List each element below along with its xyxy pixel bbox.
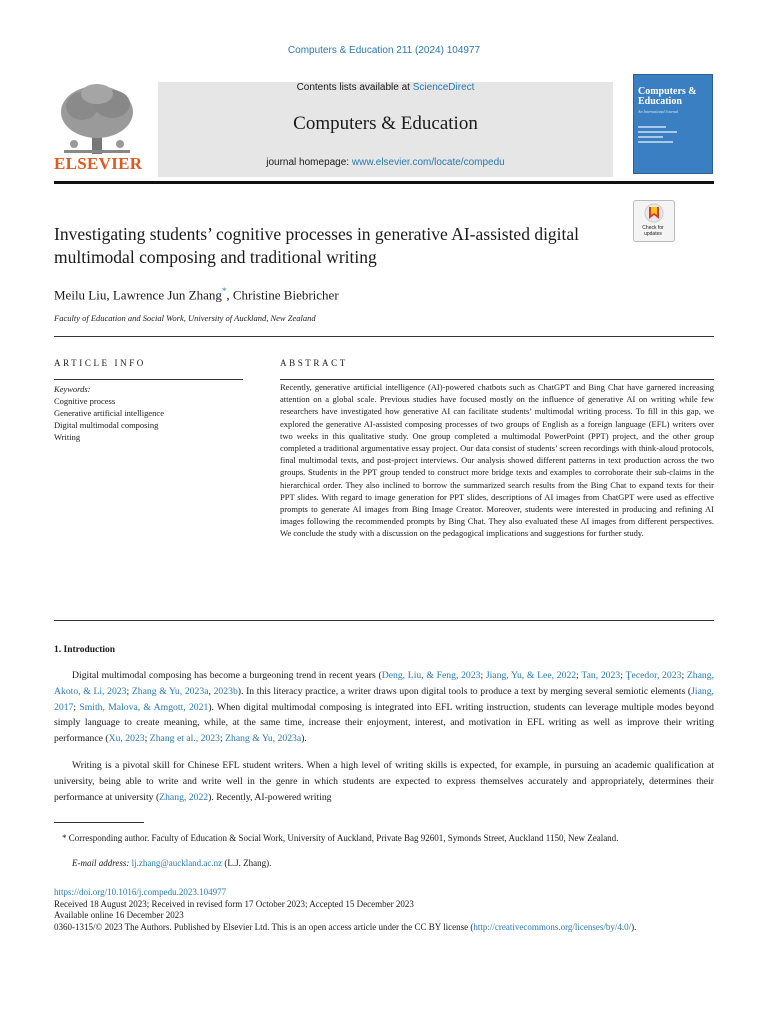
body-text: ). When digital multimodal composing is integrated into EFL writing instruction, students can leverage multiple modes beyond simply language to create meaning, while, at the same time, increase their enjoyment, interest, and motivation in EFL writing as well as improve their writing performance ( — [54, 701, 714, 745]
body-text: , — [208, 685, 214, 697]
check-for-updates-label: Check for updates — [642, 225, 664, 237]
keyword-item: Digital multimodal composing — [54, 420, 159, 430]
elsevier-wordmark: ELSEVIER — [54, 154, 143, 173]
journal-cover-thumbnail[interactable] — [633, 74, 713, 174]
license-link[interactable]: http://creativecommons.org/licenses/by/4.0/ — [473, 921, 632, 932]
received-dates: Received 18 August 2023; Received in revised form 17 October 2023; Accepted 15 December 2023 — [54, 898, 414, 909]
footnote-rule — [54, 822, 144, 823]
article-title: Investigating students’ cognitive processes in generative AI-assisted digital multimodal composing and traditional writing — [54, 224, 580, 267]
body-text: Digital multimodal composing has become a burgeoning trend in recent years ( — [72, 670, 382, 681]
body-text: ). Recently, AI-powered writing — [208, 791, 332, 803]
author-names-1: Meilu Liu, Lawrence Jun Zhang — [54, 287, 222, 303]
homepage-line — [158, 157, 613, 168]
keyword-item: Writing — [54, 432, 81, 442]
body-text: ). — [301, 733, 307, 745]
affiliation: Faculty of Education and Social Work, University of Auckland, New Zealand — [54, 313, 316, 323]
body-text: ). In this literacy practice, a writer draws upon digital tools to produce a text by merging several semiotic elements ( — [237, 685, 692, 697]
citation-link[interactable]: Deng, Liu, & Feng, 2023 — [381, 670, 481, 681]
body-text: ; — [73, 701, 80, 713]
body-text: ; — [681, 670, 687, 681]
abstract-rule — [280, 379, 714, 380]
journal-citation[interactable]: Computers & Education 211 (2024) 104977 — [287, 45, 481, 56]
introduction-heading: 1. Introduction — [54, 645, 116, 655]
asterisk: * — [62, 833, 67, 843]
intro-paragraph-1 — [54, 668, 714, 747]
email-suffix: (L.J. Zhang). — [222, 858, 272, 868]
body-text: ; — [144, 733, 150, 745]
body-text: ; — [480, 670, 486, 681]
homepage-prefix: journal homepage: — [266, 157, 352, 168]
contents-line — [158, 82, 613, 93]
article-info-rule — [54, 379, 243, 380]
citation-link[interactable]: Zhang & Yu, 2023a — [225, 733, 302, 745]
author-names-2: , Christine Biebricher — [226, 287, 339, 303]
cover-subtitle: An International Journal — [638, 109, 678, 114]
section-rule — [54, 336, 714, 337]
keywords-block — [54, 383, 164, 443]
intro-paragraph-2 — [54, 758, 714, 805]
keyword-item: Generative artificial intelligence — [54, 408, 164, 418]
article-metadata — [54, 887, 714, 933]
front-matter-end-rule — [54, 620, 714, 621]
bookmark-icon — [634, 201, 674, 225]
corresponding-text: Corresponding author. Faculty of Education & Social Work, University of Auckland, Private Bag 92601, Symonds Street, Auckland 1150, New Zealand. — [68, 833, 619, 843]
article-info-heading: ARTICLE INFO — [54, 358, 146, 368]
citation-link[interactable]: Tan, 2023 — [581, 670, 621, 681]
citation-link[interactable]: Jiang, 2017 — [54, 685, 714, 713]
citation-link[interactable]: Smith, Malova, & Amgott, 2021 — [79, 701, 209, 713]
homepage-link[interactable]: www.elsevier.com/locate/compedu — [351, 157, 505, 168]
citation-link[interactable]: Zhang, Akoto, & Li, 2023 — [54, 670, 714, 697]
cover-decoration — [634, 116, 712, 143]
license-end: ). — [631, 921, 637, 932]
citation-link[interactable]: Zhang & Yu, 2023a — [131, 685, 209, 697]
citation-link[interactable]: Ţecedor, 2023 — [625, 670, 682, 681]
journal-title: Computers & Education — [293, 113, 478, 134]
available-online: Available online 16 December 2023 — [54, 910, 184, 920]
body-text: Writing is a pivotal skill for Chinese EFL student writers. When a high level of writing skills is expected, for example, in pursuing an academic qualification at university, being able to write and write well in the genre in which students are expected to express themselves accurately and appropriately, determines their performance at university ( — [54, 760, 714, 803]
citation-link[interactable]: Zhang et al., 2023 — [149, 733, 220, 745]
citation-link[interactable]: 2023b — [213, 685, 238, 697]
citation-link[interactable]: Jiang, Yu, & Lee, 2022 — [485, 670, 577, 681]
citation-link[interactable]: Xu, 2023 — [108, 733, 145, 745]
contents-prefix: Contents lists available at — [296, 82, 413, 93]
license-line — [54, 922, 714, 934]
corresponding-author-mark[interactable]: * — [221, 286, 227, 296]
email-link[interactable]: lj.zhang@auckland.ac.nz — [131, 858, 223, 868]
license-text: 0360-1315/© 2023 The Authors. Published by Elsevier Ltd. This is an open access article under the CC BY license ( — [54, 921, 474, 932]
email-footnote — [54, 857, 714, 871]
abstract-heading: ABSTRACT — [280, 358, 348, 368]
doi-link[interactable]: https://doi.org/10.1016/j.compedu.2023.104977 — [54, 887, 227, 897]
body-text: ; — [620, 670, 626, 681]
cover-title: Computers & Education — [638, 86, 697, 107]
sciencedirect-link[interactable]: ScienceDirect — [412, 82, 475, 93]
body-text: ; — [576, 670, 582, 681]
header-rule — [54, 181, 714, 184]
keyword-item: Cognitive process — [54, 396, 116, 406]
keywords-label: Keywords: — [54, 384, 91, 394]
corresponding-footnote — [54, 832, 714, 846]
email-label: E-mail address: — [72, 858, 130, 868]
author-list — [54, 286, 339, 303]
abstract-text: Recently, generative artificial intelligence (AI)-powered chatbots such as ChatGPT and Bing Chat have garnered increasing attention on a global scale. Previous studies have focused mostly on the influence of generative AI on writing while few researchers have investigated how generative AI can facilitate students’ multimodal writing process. To fill in this gap, we explored the generative AI-assisted composing processes of two groups of English as a foreign language (EFL) writers over two weeks in this qualitative study. One group completed a multimodal PowerPoint (PPT) project, and the other group completed a traditional argumentative essay project. Our data consist of students’ screen recordings with think-aloud protocols, final multimodal texts, and post-project interviews. Our analysis showed different patterns in text production across the two groups. Students in the PPT group tended to construct more bridge texts and examples to corroborate their sub-claims in the hierarchical order. They also inclined to borrow the summarized search results from the Bing Chat to expand texts for their PPT slides. With regard to image generation for PPT slides, descriptions of AI images from ChatGPT were used as effective prompts to generate AI images from Bing Image Creator. Moreover, students were interested in producing and refining AI images following the recommended prompts by Bing Chat. They also evaluated these AI images from different perspectives. We conclude the study with a discussion on the pedagogical implications and suggestions for further study. — [280, 382, 714, 539]
body-text: ; — [126, 685, 132, 697]
body-text: ; — [220, 733, 226, 745]
citation-link[interactable]: Zhang, 2022 — [159, 791, 209, 803]
